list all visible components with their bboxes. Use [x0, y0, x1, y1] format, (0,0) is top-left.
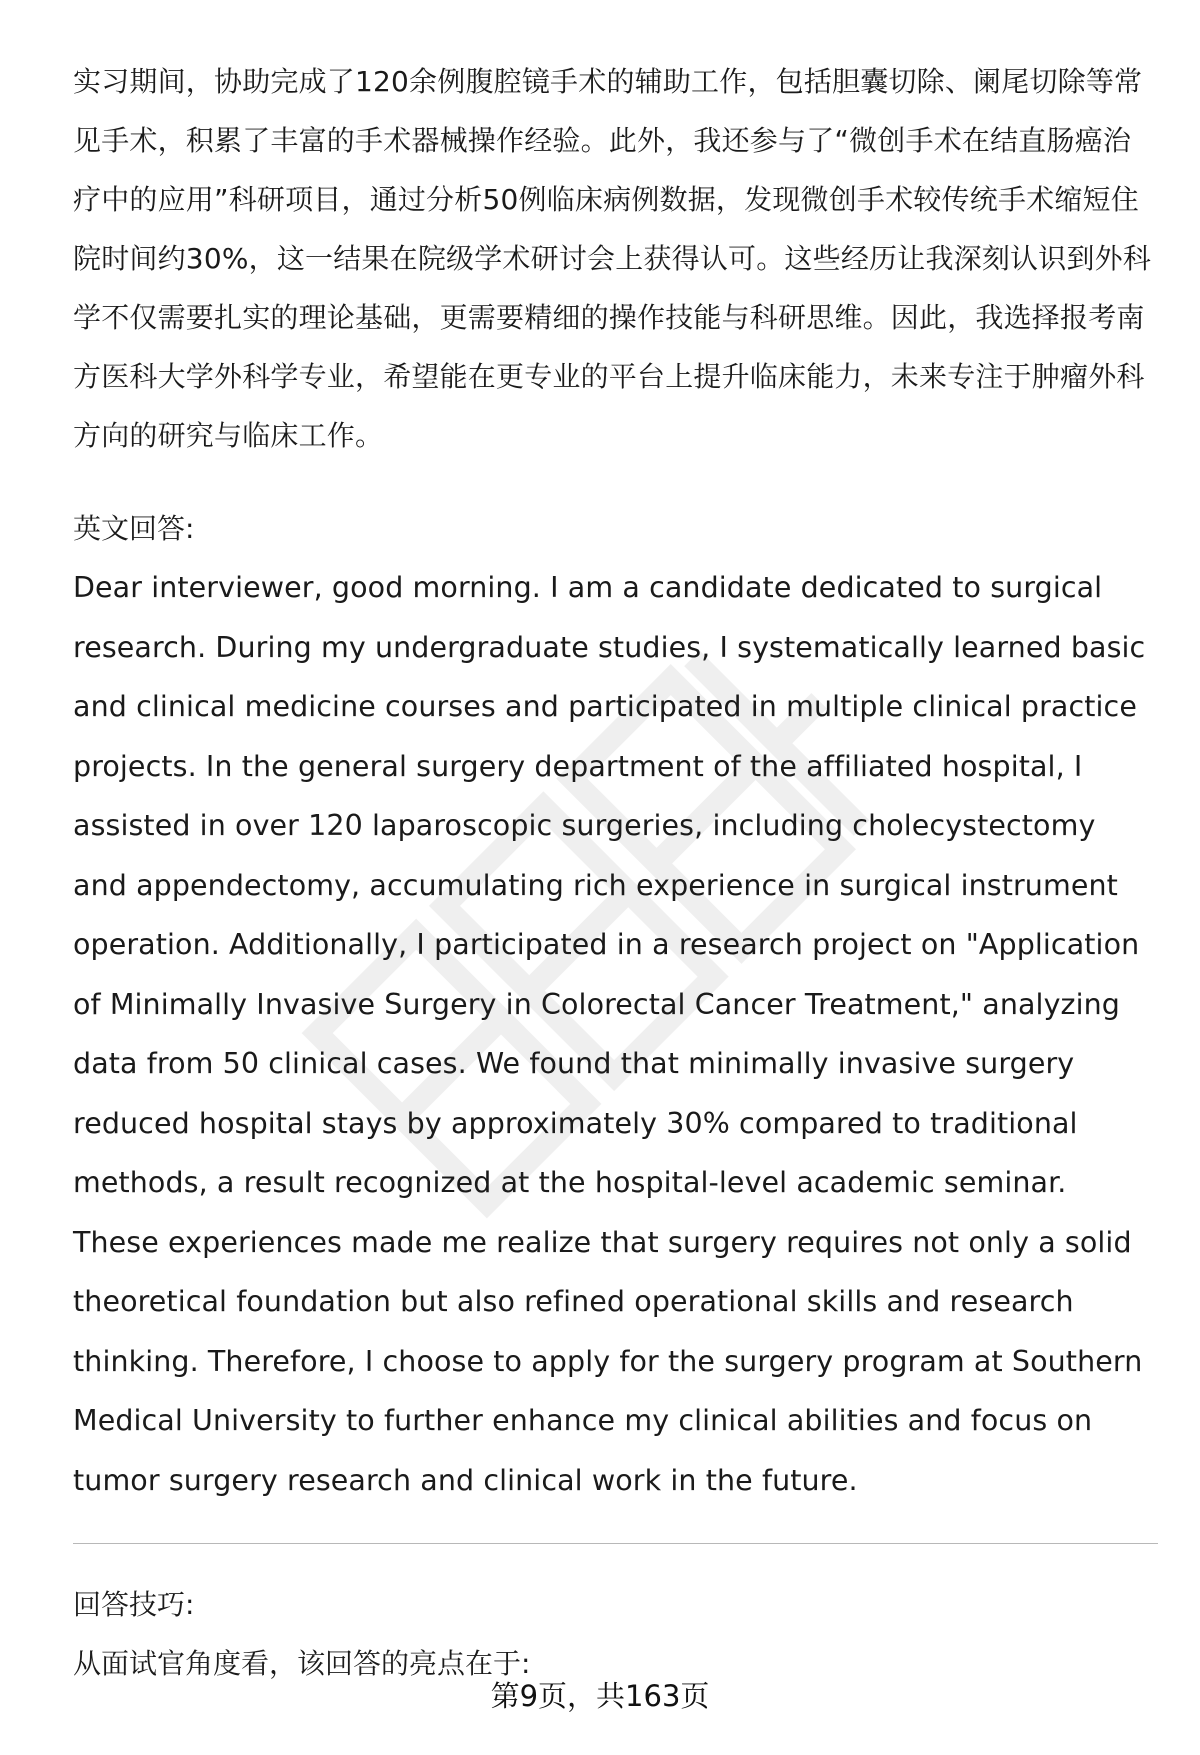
- page-indicator: 第9页，共163页: [490, 1679, 710, 1713]
- tips-label: 回答技巧:: [73, 1588, 195, 1621]
- tips-intro: 从面试官角度看，该回答的亮点在于:: [73, 1647, 531, 1680]
- chinese-answer-paragraph: 实习期间，协助完成了120余例腹腔镜手术的辅助工作，包括胆囊切除、阑尾切除等常见手术，积累了丰富的手术器械操作经验。此外，我还参与了“微创手术在结直肠癌治疗中的应用”科研项目，通过分析50例临床病例数据，发现微创手术较传统手术缩短住院时间约30%，这一结果在院级学术研讨会上获得认可。这些经历让我深刻认识到外科学不仅需要扎实的理论基础，更需要精细的操作技能与科研思维。因此，我选择报考南方医科大学外科学专业，希望能在更专业的平台上提升临床能力，未来专注于肿瘤外科方向的研究与临床工作。: [73, 65, 1152, 452]
- main-content: [73, 52, 1158, 1510]
- english-answer-paragraph: Dear interviewer, good morning. I am a candidate dedicated to surgical research. During my undergraduate studies, I systematically learned basic and clinical medicine courses and participated in multiple clinical practice projects. In the general surgery department of the affiliated hospital, I assisted in over 120 laparoscopic surgeries, including cholecystectomy and appendectomy, accumulating rich experience in surgical instrument operation. Additionally, I participated in a research project on "Application of Minimally Invasive Surgery in Colorectal Cancer Treatment," analyzing data from 50 clinical cases. We found that minimally invasive surgery reduced hospital stays by approximately 30% compared to traditional methods, a result recognized at the hospital-level academic seminar. These experiences made me realize that surgery requires not only a solid theoretical foundation but also refined operational skills and research thinking. Therefore, I choose to apply for the surgery program at Southern Medical University to further enhance my clinical abilities and focus on tumor surgery research and clinical work in the future.: [73, 571, 1146, 1497]
- section-divider: [73, 1543, 1158, 1544]
- english-answer-label: 英文回答:: [73, 512, 195, 545]
